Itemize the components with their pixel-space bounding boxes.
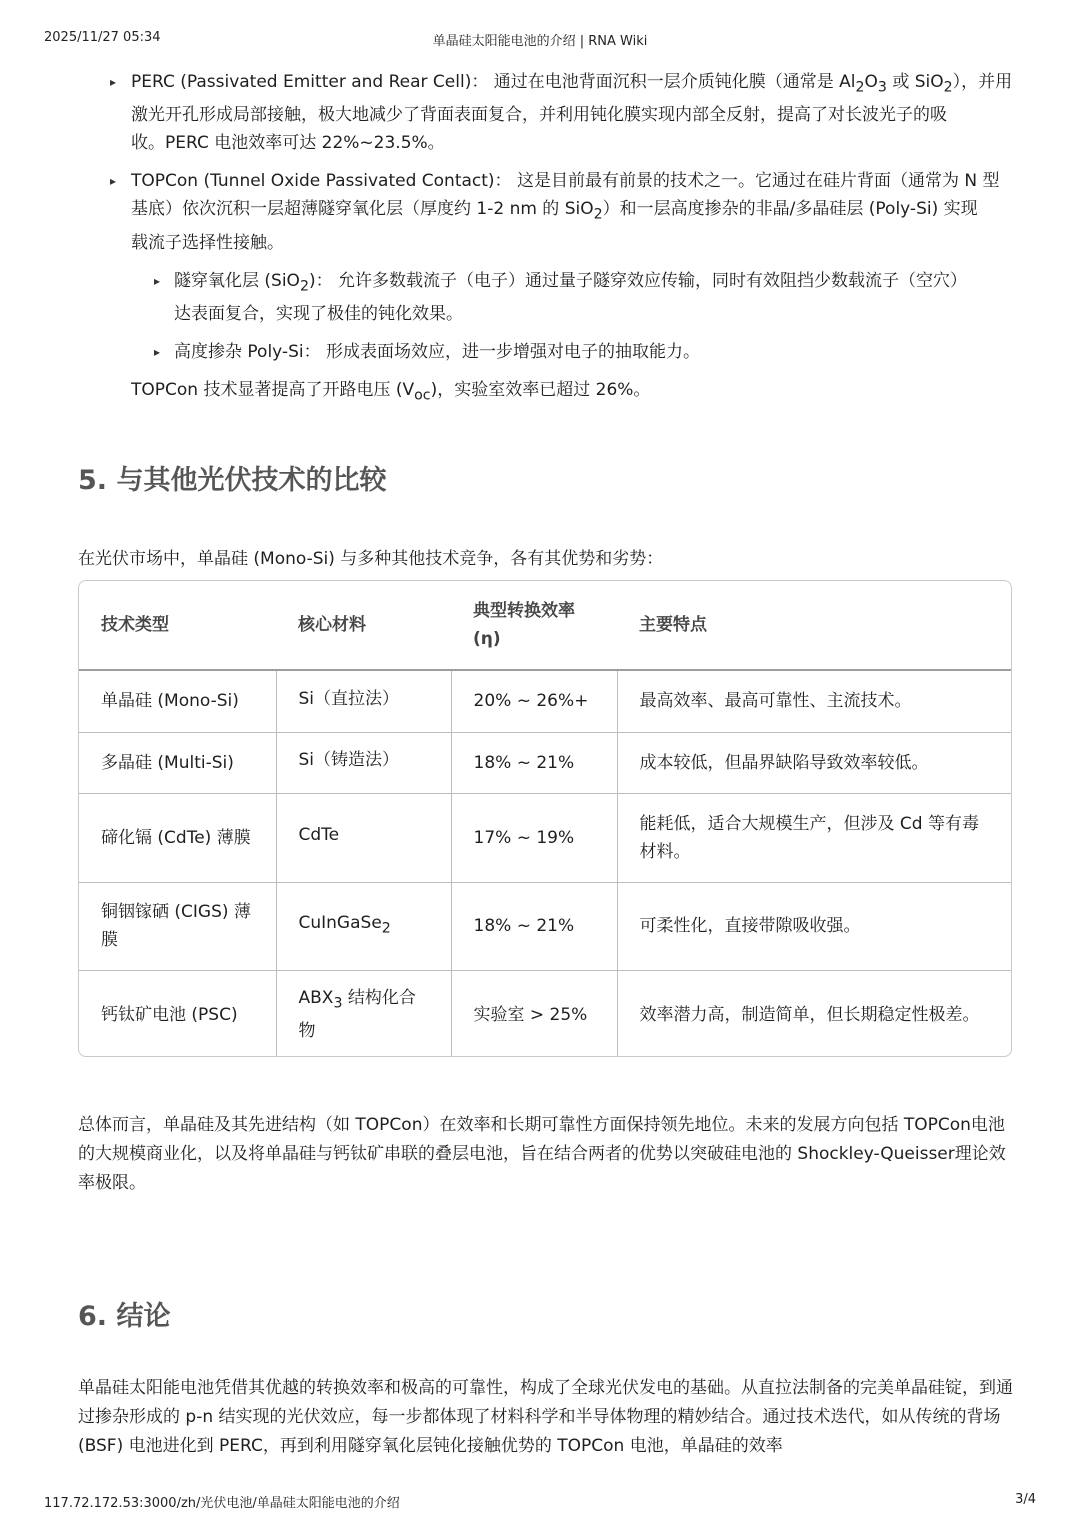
table-header: 核心材料 [276,581,451,670]
table-cell: 17% ~ 19% [451,793,617,882]
table-cell: $ABX_3$ 结构化合物 [276,970,451,1057]
section-5-intro: 在光伏市场中，单晶硅 (Mono-Si) 与多种其他技术竞争，各有其优势和劣势： [78,548,664,569]
print-datetime: 2025/11/27 05:34 [44,30,161,45]
table-cell: 成本较低，但晶界缺陷导致效率较低。 [617,732,1011,793]
table-row [79,793,1011,882]
list-item-poly-si: ▸ 高度掺杂 Poly-Si： 形成表面场效应，进一步增强对电子的抽取能力。 [78,338,1034,366]
topcon-note: TOPCon 技术显著提高了开路电压 $(V_{oc})$，实验室效率已超过 26%。 [131,380,651,404]
table-header-row [79,581,1011,670]
table-header: 技术类型 [79,581,276,670]
table-row [79,670,1011,732]
table-cell: 单晶硅 (Mono-Si) [79,670,276,732]
conclusion-paragraph: 单晶硅太阳能电池凭借其优越的转换效率和极高的可靠性，构成了全球光伏发电的基础。从直拉法制备的完美单晶硅锭，到通过掺杂形成的 p-n 结实现的光伏效应，每一步都体现了材料科学和半导体物理的精妙结合。通过技术迭代，如从传统的背场 (BSF) 电池进化到 PERC，再到利用隧穿氧化层钝化接触优势的 TOPCon 电池，单晶硅的效率 [78,1378,1013,1456]
table-header: 主要特点 [617,581,1011,670]
list-item-perc: ▸ PERC (Passivated Emitter and Rear Cell)： 通过在电池背面沉积一层介质钝化膜（通常是 $Al_2O_3$ 或 SiO$_2$），并用 激光开孔形成局部接触，极大地减少了背面表面复合，并利用钝化膜实现内部全反射，提高了对长波光子的吸 收。PERC 电池效率可达 22%~23.5%。 [78,68,1034,157]
section-6-heading: 6. 结论 [78,1301,171,1332]
table-cell: 可柔性化，直接带隙吸收强。 [617,882,1011,970]
table-cell: 多晶硅 (Multi-Si) [79,732,276,793]
table-cell: 20% ~ 26%+ [451,670,617,732]
table-row [79,882,1011,970]
print-url: 117.72.172.53:3000/zh/光伏电池/单晶硅太阳能电池的介绍 [44,1496,400,1511]
list-item-topcon: ▸ TOPCon (Tunnel Oxide Passivated Contact)： 这是目前最有前景的技术之一。它通过在硅片背面（通常为 N 型 基底）依次沉积一层超薄隧穿氧化层（厚度约 1-2 nm 的 SiO$_2$）和一层高度掺杂的非晶/多晶硅层 (Poly-Si) 实现 载流子选择性接触。 [78,167,1034,256]
table-cell: Si（直拉法） [276,670,451,732]
perc-heading: PERC (Passivated Emitter and Rear Cell)： [131,72,489,92]
table-cell: CuInGaSe$_2$ [276,882,451,970]
table-cell: 最高效率、最高可靠性、主流技术。 [617,670,1011,732]
topcon-sublist [78,267,1034,366]
table-cell: 能耗低，适合大规模生产，但涉及 Cd 等有毒材料。 [617,793,1011,882]
technology-list [78,68,1034,257]
summary-paragraph: 总体而言，单晶硅及其先进结构（如 TOPCon）在效率和长期可靠性方面保持领先地位。未来的发展方向包括 TOPCon电池的大规模商业化，以及将单晶硅与钙钛矿串联的叠层电池，旨在结合两者的优势以突破硅电池的 Shockley-Queisser理论效率极限。 [78,1115,1006,1193]
table-row [79,732,1011,793]
print-page-title: 单晶硅太阳能电池的介绍 | RNA Wiki [432,34,648,49]
table-cell: 钙钛矿电池 (PSC) [79,970,276,1057]
table-cell: Si（铸造法） [276,732,451,793]
table-cell: 18% ~ 21% [451,882,617,970]
page-number: 3/4 [1015,1492,1036,1507]
table-cell: CdTe [276,793,451,882]
print-header [0,0,1080,50]
article-content [78,68,1034,574]
print-footer [0,1488,1080,1528]
topcon-heading: TOPCon (Tunnel Oxide Passivated Contact)： [131,171,512,192]
section-5-heading: 5. 与其他光伏技术的比较 [78,464,387,496]
table-cell: 效率潜力高，制造简单，但长期稳定性极差。 [639,1004,980,1025]
table-cell: 18% ~ 21% [451,732,617,793]
table-row [79,970,1011,1057]
table-cell: 碲化镉 (CdTe) 薄膜 [79,793,276,882]
table-cell: 实验室 > 25% [451,970,617,1057]
table-header: 典型转换效率 (η) [451,581,617,670]
list-item-tunnel-oxide: ▸ 隧穿氧化层 (SiO$_2$)： 允许多数载流子（电子）通过量子隧穿效应传输，同时有效阻挡少数载流子（空穴） 达表面复合，实现了极佳的钝化效果。 [78,267,1034,328]
comparison-table [78,580,1012,1057]
table-cell: 铜铟镓硒 (CIGS) 薄膜 [79,882,276,970]
